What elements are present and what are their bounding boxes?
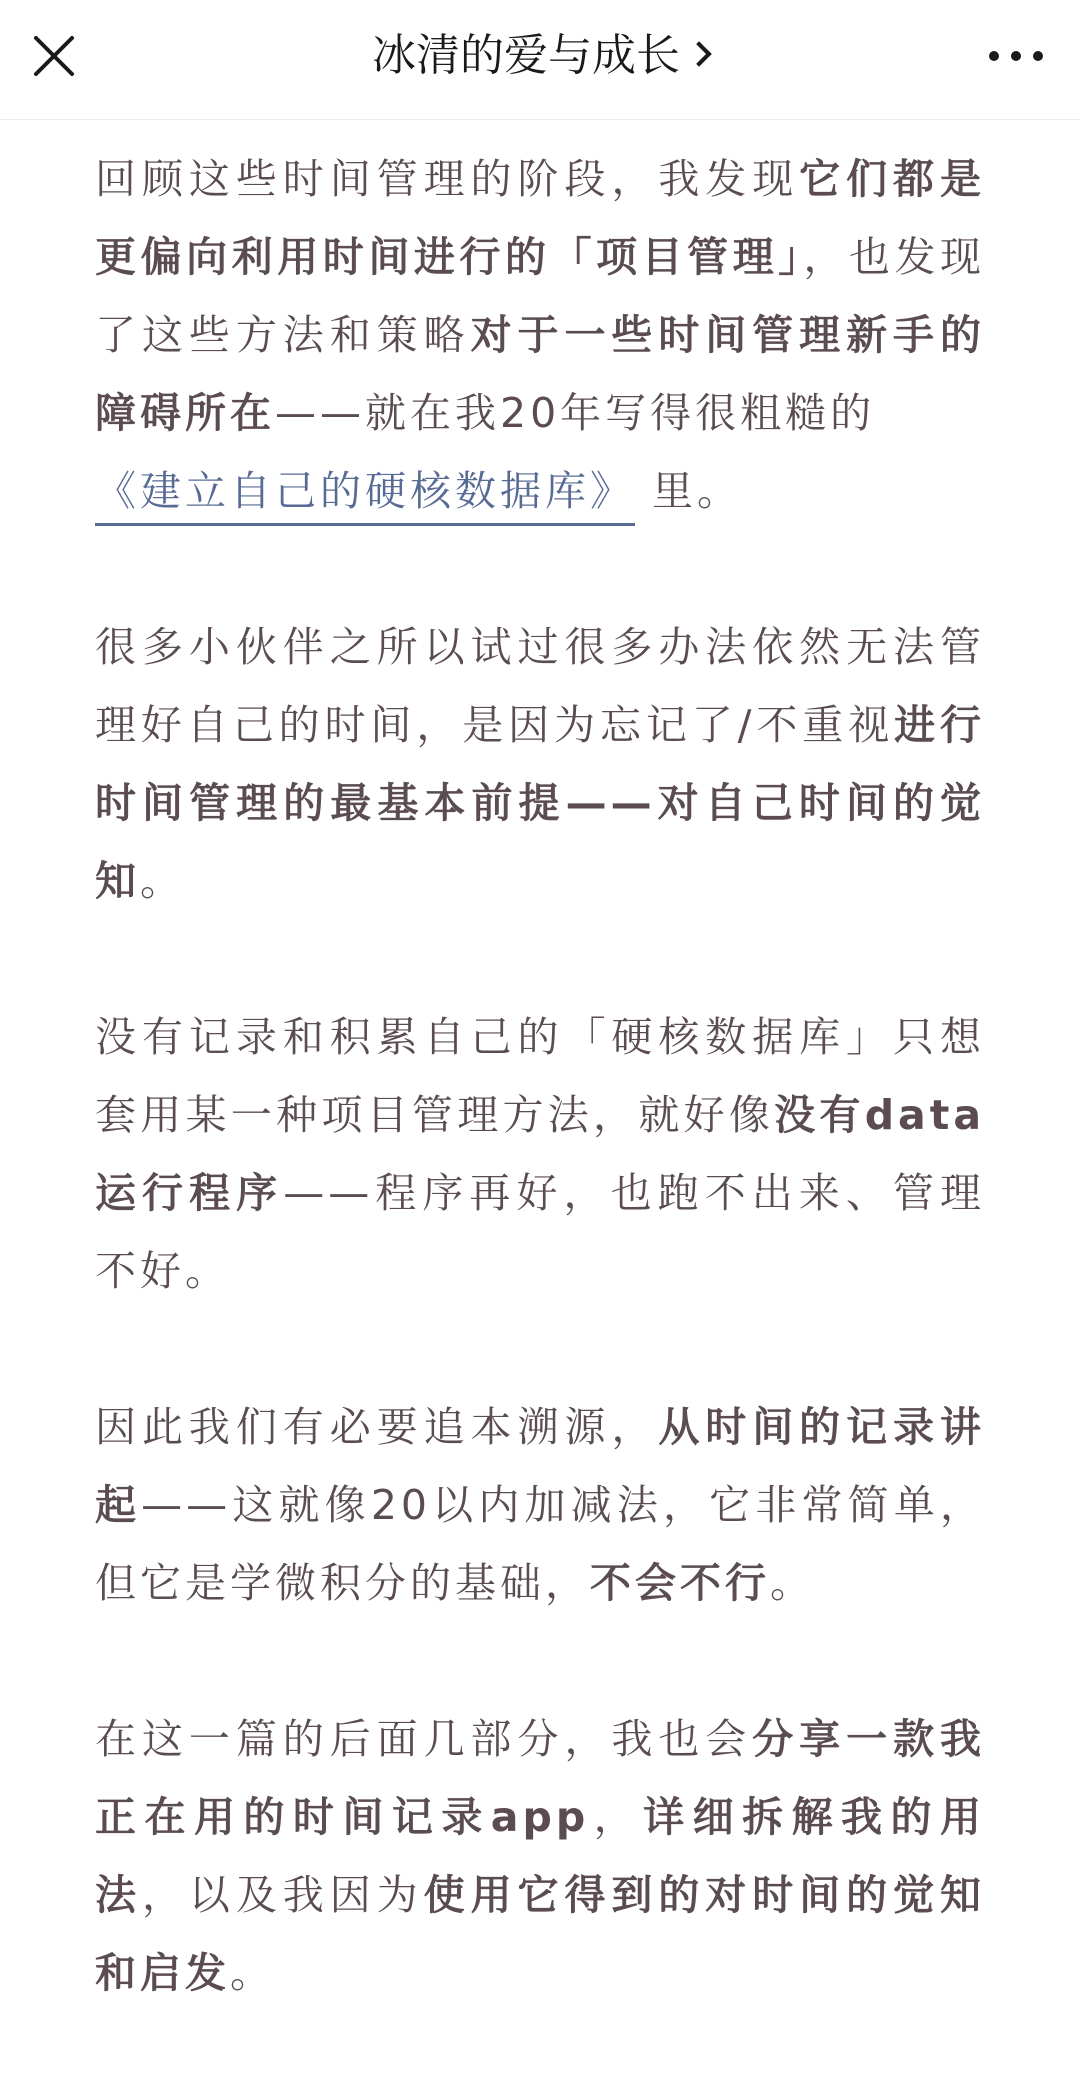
paragraph-text: ， [589,1793,644,1841]
bold-text: 不会不行 [590,1559,770,1607]
close-icon[interactable] [28,30,80,82]
paragraph-2 [95,608,985,920]
paragraph-text: 回顾这些时间管理的阶段，我发现 [95,155,800,203]
paragraph-text: ——这就像20以内加减法，它非常简单，但它是学微积分的基础， [95,1481,986,1607]
paragraph-text: 。 [230,1949,275,1997]
top-nav-bar [0,0,1080,120]
paragraph-text: 在这一篇的后面几部分，我也会 [95,1715,753,1763]
paragraph-text: ——就在我20年写得很粗糙的 [275,389,876,437]
bold-text: 分享一款我正在用的时间记录app [95,1715,986,1841]
account-name-label: 冰清的爱与成长 [372,30,680,81]
paragraph-1 [95,140,985,530]
chevron-right-icon [686,41,711,66]
paragraph-text: 没有记录和积累自己的「硬核数据库」只想套用某一种项目管理方法，就好像 [95,1013,985,1139]
account-name-title[interactable] [300,26,780,86]
paragraph-text: 。 [140,857,185,905]
paragraph-text: ——程序再好，也跑不出来、管理不好。 [95,1169,986,1295]
paragraph-3 [95,998,985,1310]
paragraph-4 [95,1388,985,1622]
paragraph-text: ，也发现了这些方法和策略 [95,233,986,359]
article-body [95,140,985,2090]
paragraph-text: 很多小伙伴之所以试过很多办法依然无法管理好自己的时间，是因为忘记了/不重视 [95,623,985,749]
bold-text: 没有data运行程序 [95,1091,985,1217]
paragraph-5 [95,1700,985,2012]
paragraph-text: 里。 [635,467,743,515]
bold-text: 使用它得到的对时间的觉知和启发 [95,1871,986,1997]
bold-text: 进行时间管理的最基本前提——对自己时间的觉知 [95,701,986,905]
bold-text: 它们都是更偏向利用时间进行的「项目管理」 [95,155,986,281]
bold-text: 从时间的记录讲起 [95,1403,986,1529]
article-link[interactable]: 《建立自己的硬核数据库》 [95,467,635,515]
paragraph-text: 。 [770,1559,815,1607]
paragraph-text: 因此我们有必要追本溯源， [95,1403,659,1451]
more-dots-icon[interactable] [986,44,1046,68]
bold-text: 详细拆解我的用法 [95,1793,985,1919]
paragraph-text: ，以及我因为 [141,1871,424,1919]
bold-text: 对于一些时间管理新手的障碍所在 [95,311,986,437]
